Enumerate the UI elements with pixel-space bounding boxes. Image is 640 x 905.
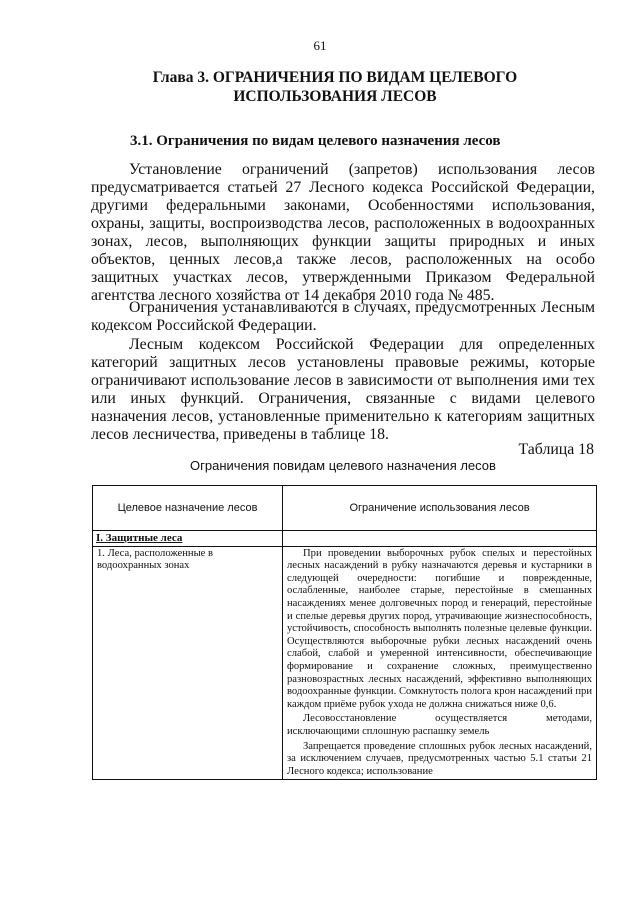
- table-group-row: [93, 531, 597, 547]
- chapter-title: [100, 68, 570, 106]
- category-cell: 1. Леса, расположенные в водоохранных зонах: [93, 546, 283, 780]
- legal-regime-paragraph: [91, 336, 595, 444]
- restrictions-paragraph: [91, 299, 595, 335]
- table-label: Таблица 18: [518, 441, 594, 458]
- restriction-text: Лесовосстановление осуществляется методами, исключающими сплошную распашку земель: [287, 713, 592, 737]
- header-usage-restriction: Ограничение использования лесов: [283, 486, 597, 531]
- section-title: 3.1. Ограничения по видам целевого назначения лесов: [130, 133, 501, 149]
- group-title: I. Защитные леса: [93, 531, 283, 547]
- page-number: 61: [313, 38, 327, 53]
- paragraph-text: Установление ограничений (запретов) использования лесов предусматривается статьей 27 Лесного кодекса Российской Федерации, другими федеральными законами, Особенностями использования, охраны, защиты, воспроизводства лесов, расположенных в водоохранных зонах, лесов, выполняющих функции защиты природных и иных объектов, ценных лесов,а также лесов, расположенных на особо защитных участках лесов, утвержденными Приказом Федеральной агентства лесного хозяйства от 14 декабря 2010 года № 485.: [91, 161, 595, 304]
- chapter-title-line1: Глава 3. ОГРАНИЧЕНИЯ ПО ВИДАМ ЦЕЛЕВОГО: [152, 69, 518, 86]
- restrictions-table: [92, 485, 597, 780]
- paragraph-text: Лесным кодексом Российской Федерации для определенных категорий защитных лесов установлены правовые режимы, которые ограничивают использование лесов в зависимости от выполнения ими тех или иных функций. Ограничения, связанные с видами целевого назначения лесов, установленные применительно к категориям защитных лесов лесничества, приведены в таблице 18.: [91, 336, 595, 443]
- chapter-title-line2: ИСПОЛЬЗОВАНИЯ ЛЕСОВ: [233, 88, 437, 105]
- table-row: [93, 546, 597, 780]
- paragraph-text: Ограничения устанавливаются в случаях, предусмотренных Лесным кодексом Российской Федерации.: [91, 299, 595, 334]
- group-empty-cell: [283, 531, 597, 547]
- restriction-text: При проведении выборочных рубок спелых и перестойных лесных насаждений в рубку назначаются деревья и кустарники в следующей очередности: погибшие и поврежденные, ослабленные, наиболее старые, перестойные в смешанных насаждениях менее долговечных пород и генераций, перестойные и спелые деревья других пород, утрачивающие жизнеспособность, устойчивость, способность выполнять полезные целевые функции. Осуществляются выборочные рубки лесных насаждений очень слабой, слабой и умеренной интенсивности, обеспечивающие формирование и сохранение сложных, преимущественно разновозрастных лесных насаждений, эффективно выполняющих водоохранные функции. Сомкнутость полога крон насаждений при каждом приёме рубок ухода не должна снижаться ниже 0,6.: [287, 547, 592, 710]
- table-caption: Ограничения повидам целевого назначения лесов: [190, 458, 496, 473]
- table-header-row: [93, 486, 597, 531]
- restriction-cell: [283, 546, 597, 780]
- header-forest-purpose: Целевое назначение лесов: [93, 486, 283, 531]
- restriction-text: Запрещается проведение сплошных рубок лесных насаждений, за исключением случаев, предусмотренных частью 5.1 статьи 21 Лесного кодекса; использование: [287, 740, 592, 777]
- intro-paragraph: [91, 161, 595, 305]
